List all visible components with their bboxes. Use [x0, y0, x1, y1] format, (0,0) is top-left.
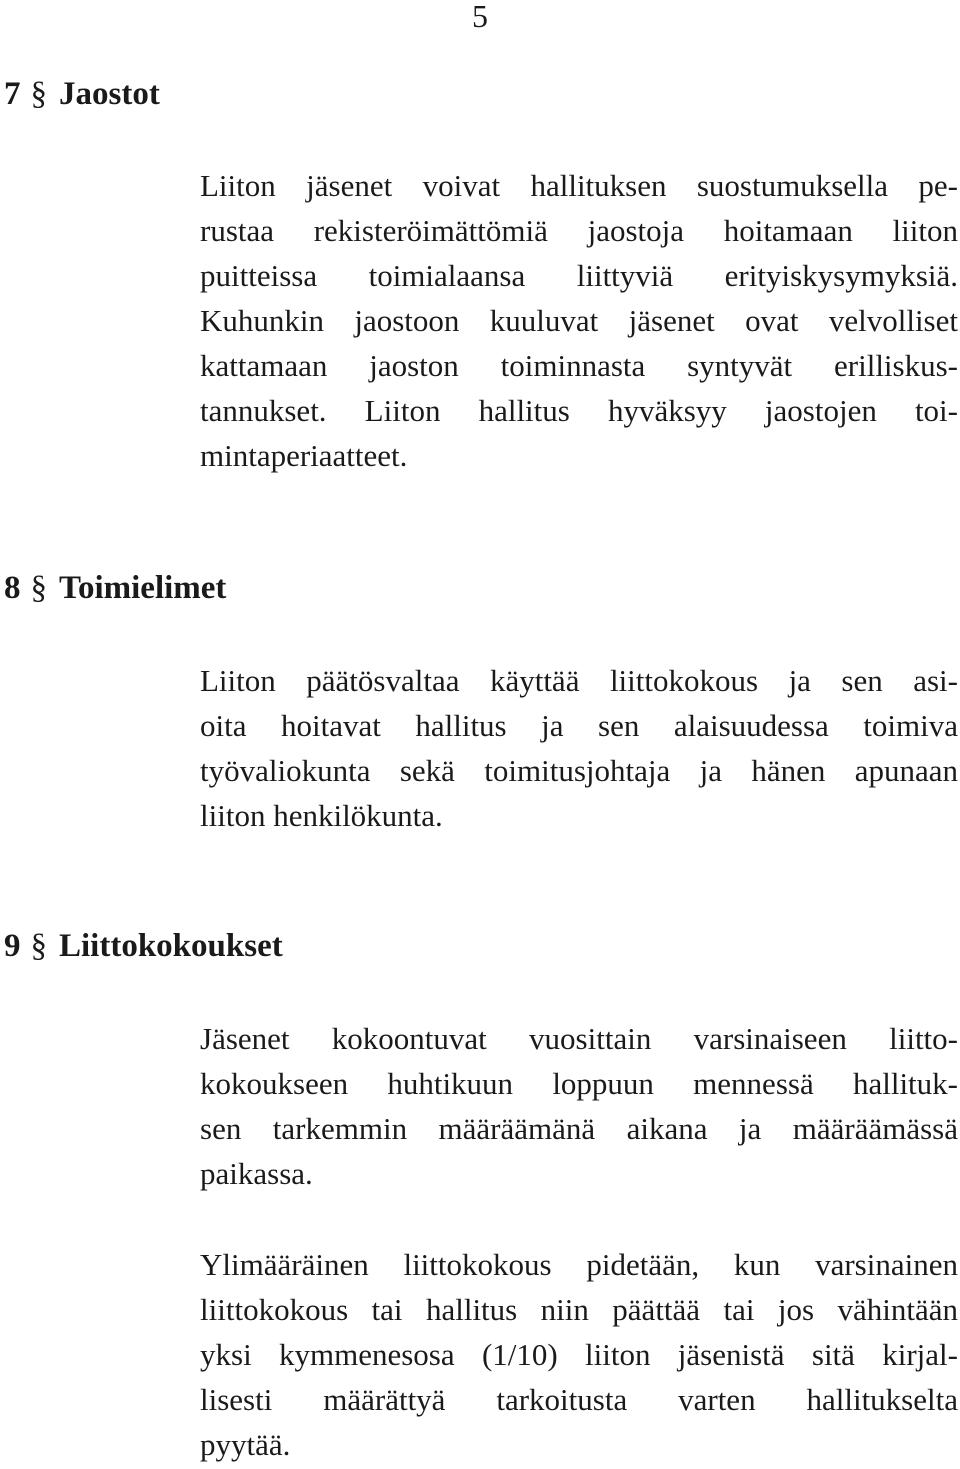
text-line: yksi kymmenesosa (1/10) liiton jäsenistä sitä kirjal-	[200, 1337, 958, 1372]
section-sign: §	[30, 570, 47, 606]
text-line: paikassa.	[200, 1156, 313, 1191]
text-line: kattamaan jaoston toiminnasta syntyvät erilliskus-	[200, 348, 958, 383]
text-line: kokoukseen huhtikuun loppuun mennessä hallituk-	[200, 1066, 958, 1101]
section-7-paragraph-1	[200, 163, 958, 478]
section-9-paragraph-2	[200, 1242, 958, 1467]
section-title: Liittokokoukset	[59, 928, 283, 964]
page-number: 5	[472, 0, 488, 34]
section-number: 7	[4, 76, 21, 112]
section-number: 8	[4, 570, 21, 606]
section-9-paragraph-1	[200, 1016, 958, 1196]
text-line: puitteissa toimialaansa liittyviä erityiskysymyksiä.	[200, 258, 958, 293]
section-sign: §	[30, 76, 47, 112]
text-line: mintaperiaatteet.	[200, 438, 408, 473]
text-line: pyytää.	[200, 1427, 291, 1462]
text-line: työvaliokunta sekä toimitusjohtaja ja hänen apunaan	[200, 753, 958, 788]
section-number: 9	[4, 928, 21, 964]
text-line: Jäsenet kokoontuvat vuosittain varsinaiseen liitto-	[200, 1021, 958, 1056]
text-line: Liiton jäsenet voivat hallituksen suostumuksella pe-	[200, 168, 958, 203]
text-line: Kuhunkin jaostoon kuuluvat jäsenet ovat velvolliset	[200, 303, 958, 338]
text-line: oita hoitavat hallitus ja sen alaisuudessa toimiva	[200, 708, 958, 743]
text-line: sen tarkemmin määräämänä aikana ja määräämässä	[200, 1111, 958, 1146]
section-title: Jaostot	[59, 76, 160, 112]
section-8-paragraph-1	[200, 658, 958, 838]
text-line: Ylimääräinen liittokokous pidetään, kun varsinainen	[200, 1247, 958, 1282]
text-line: lisesti määrättyä tarkoitusta varten hallitukselta	[200, 1382, 958, 1417]
section-heading-9	[4, 926, 283, 966]
section-title: Toimielimet	[59, 570, 227, 606]
text-line: tannukset. Liiton hallitus hyväksyy jaostojen toi-	[200, 393, 958, 428]
text-line: Liiton päätösvaltaa käyttää liittokokous ja sen asi-	[200, 663, 958, 698]
section-sign: §	[30, 928, 47, 964]
text-line: liiton henkilökunta.	[200, 798, 443, 833]
text-line: rustaa rekisteröimättömiä jaostoja hoitamaan liiton	[200, 213, 958, 248]
section-heading-7	[4, 74, 160, 114]
section-heading-8	[4, 568, 226, 608]
text-line: liittokokous tai hallitus niin päättää tai jos vähintään	[200, 1292, 958, 1327]
